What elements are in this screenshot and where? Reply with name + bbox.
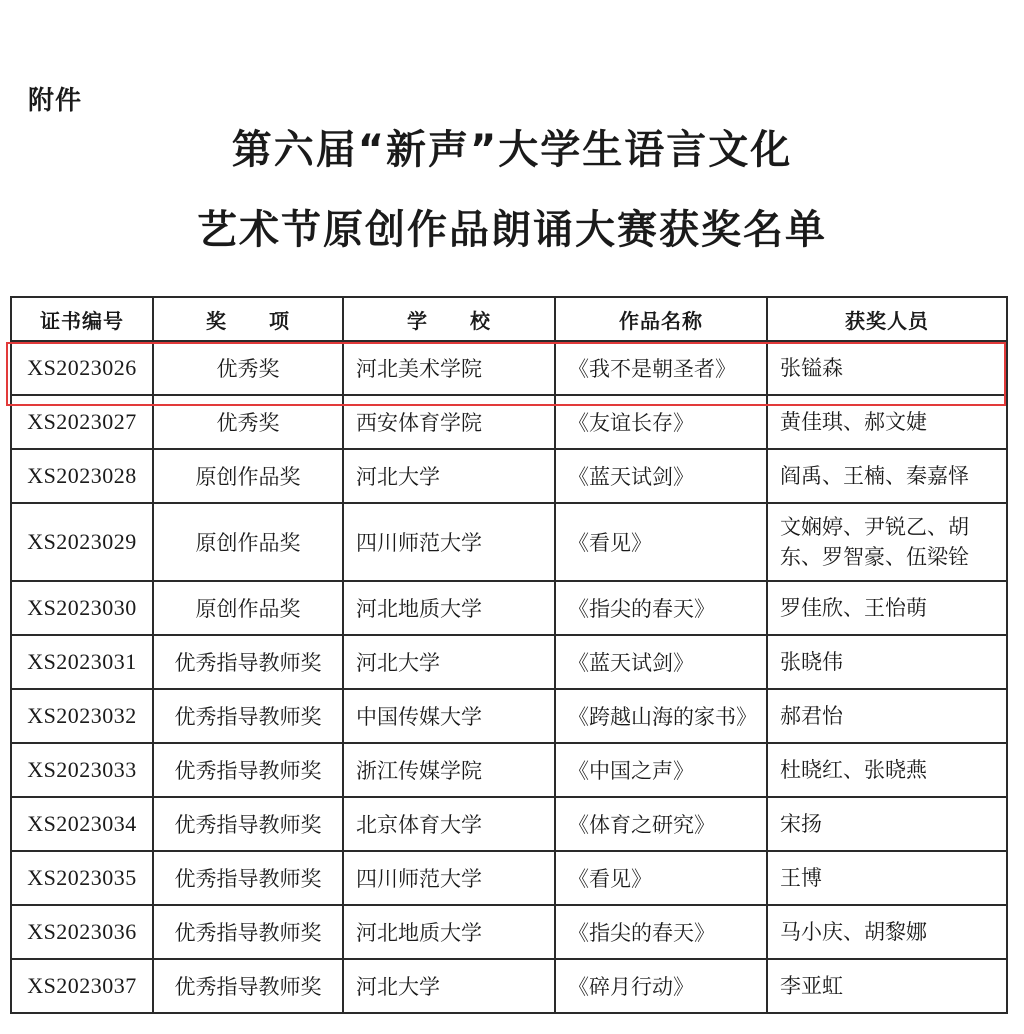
cell-certificate-no: XS2023026 xyxy=(11,341,153,395)
cell-work-title: 《蓝天试剑》 xyxy=(555,449,767,503)
cell-school: 北京体育大学 xyxy=(343,797,555,851)
cell-award: 优秀奖 xyxy=(153,341,343,395)
cell-winners: 宋扬 xyxy=(767,797,1007,851)
cell-certificate-no: XS2023027 xyxy=(11,395,153,449)
table-row xyxy=(11,395,1007,449)
header-award: 奖 项 xyxy=(153,297,343,341)
cell-work-title: 《蓝天试剑》 xyxy=(555,635,767,689)
cell-work-title: 《体育之研究》 xyxy=(555,797,767,851)
table-row xyxy=(11,851,1007,905)
cell-school: 西安体育学院 xyxy=(343,395,555,449)
table-row xyxy=(11,743,1007,797)
table-row xyxy=(11,635,1007,689)
cell-certificate-no: XS2023033 xyxy=(11,743,153,797)
cell-winners: 文娴婷、尹锐乙、胡东、罗智豪、伍梁铨 xyxy=(767,503,1007,581)
cell-certificate-no: XS2023037 xyxy=(11,959,153,1013)
table-row xyxy=(11,959,1007,1013)
cell-certificate-no: XS2023036 xyxy=(11,905,153,959)
cell-certificate-no: XS2023029 xyxy=(11,503,153,581)
cell-winners: 阎禹、王楠、秦嘉怿 xyxy=(767,449,1007,503)
cell-award: 原创作品奖 xyxy=(153,581,343,635)
cell-award: 优秀指导教师奖 xyxy=(153,743,343,797)
cell-winners: 杜晓红、张晓燕 xyxy=(767,743,1007,797)
header-school: 学 校 xyxy=(343,297,555,341)
cell-school: 四川师范大学 xyxy=(343,851,555,905)
cell-certificate-no: XS2023032 xyxy=(11,689,153,743)
table-row xyxy=(11,581,1007,635)
cell-work-title: 《中国之声》 xyxy=(555,743,767,797)
cell-school: 河北大学 xyxy=(343,449,555,503)
cell-work-title: 《指尖的春天》 xyxy=(555,905,767,959)
table-header-row xyxy=(11,297,1007,341)
cell-work-title: 《指尖的春天》 xyxy=(555,581,767,635)
cell-work-title: 《跨越山海的家书》 xyxy=(555,689,767,743)
cell-certificate-no: XS2023035 xyxy=(11,851,153,905)
cell-work-title: 《友谊长存》 xyxy=(555,395,767,449)
cell-award: 优秀指导教师奖 xyxy=(153,635,343,689)
cell-winners: 马小庆、胡黎娜 xyxy=(767,905,1007,959)
cell-award: 原创作品奖 xyxy=(153,503,343,581)
cell-award: 优秀指导教师奖 xyxy=(153,797,343,851)
table-row xyxy=(11,689,1007,743)
cell-award: 优秀指导教师奖 xyxy=(153,905,343,959)
cell-winners: 李亚虹 xyxy=(767,959,1007,1013)
cell-work-title: 《看见》 xyxy=(555,851,767,905)
cell-work-title: 《看见》 xyxy=(555,503,767,581)
table-row xyxy=(11,503,1007,581)
title-line-1: 第六届“新声”大学生语言文化 xyxy=(231,127,793,173)
cell-school: 四川师范大学 xyxy=(343,503,555,581)
cell-certificate-no: XS2023030 xyxy=(11,581,153,635)
table-row xyxy=(11,905,1007,959)
cell-school: 中国传媒大学 xyxy=(343,689,555,743)
award-table xyxy=(10,296,1008,1014)
cell-winners: 郝君怡 xyxy=(767,689,1007,743)
cell-school: 河北地质大学 xyxy=(343,581,555,635)
cell-winners: 张镒森 xyxy=(767,341,1007,395)
header-work-title: 作品名称 xyxy=(555,297,767,341)
header-winners: 获奖人员 xyxy=(767,297,1007,341)
cell-winners: 王博 xyxy=(767,851,1007,905)
cell-certificate-no: XS2023028 xyxy=(11,449,153,503)
cell-award: 原创作品奖 xyxy=(153,449,343,503)
cell-school: 河北大学 xyxy=(343,959,555,1013)
cell-winners: 罗佳欣、王怡萌 xyxy=(767,581,1007,635)
table-row xyxy=(11,449,1007,503)
title-line-2: 艺术节原创作品朗诵大赛获奖名单 xyxy=(197,207,827,253)
cell-school: 河北大学 xyxy=(343,635,555,689)
cell-certificate-no: XS2023031 xyxy=(11,635,153,689)
cell-winners: 黄佳琪、郝文婕 xyxy=(767,395,1007,449)
header-certificate-no: 证书编号 xyxy=(11,297,153,341)
cell-winners: 张晓伟 xyxy=(767,635,1007,689)
cell-school: 河北地质大学 xyxy=(343,905,555,959)
table-row xyxy=(11,797,1007,851)
cell-certificate-no: XS2023034 xyxy=(11,797,153,851)
award-table-container xyxy=(10,296,1006,1014)
cell-award: 优秀指导教师奖 xyxy=(153,851,343,905)
cell-award: 优秀奖 xyxy=(153,395,343,449)
cell-award: 优秀指导教师奖 xyxy=(153,959,343,1013)
cell-work-title: 《我不是朝圣者》 xyxy=(555,341,767,395)
attachment-label: 附件 xyxy=(28,86,83,116)
cell-work-title: 《碎月行动》 xyxy=(555,959,767,1013)
cell-school: 浙江传媒学院 xyxy=(343,743,555,797)
cell-award: 优秀指导教师奖 xyxy=(153,689,343,743)
cell-school: 河北美术学院 xyxy=(343,341,555,395)
table-row xyxy=(11,341,1007,395)
